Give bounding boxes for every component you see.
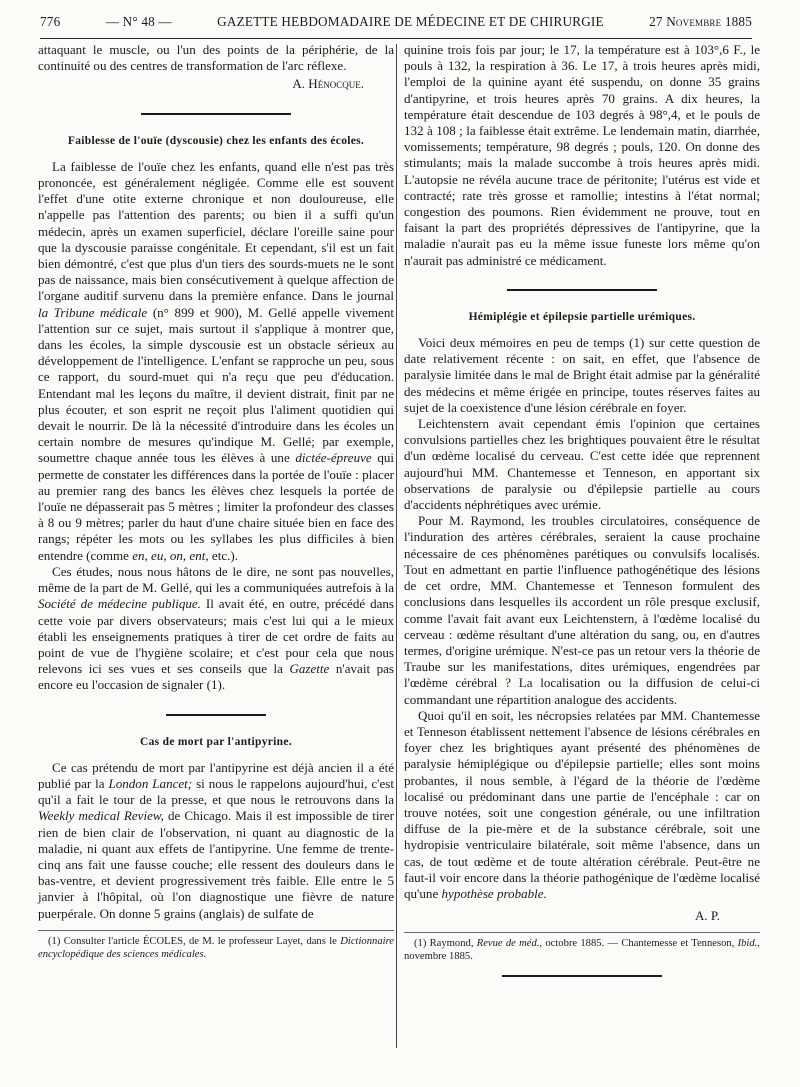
article-hemiplegie-paragraph: Quoi qu'il en soit, les nécropsies relatées par MM. Chantemesse et Tenneson établissent nettement l'absence de lésions cérébrales en foyer chez les brightiques ayant présenté des phénomènes de paralysie hémiplégique ou d'épilepsie partielle; elles sont moins probantes, il nous semble, à l'égard de la théorie de l'œdème localisé ou prédominant dans une partie de l'encéphale : car on trouve notées, soit une congestion générale, ou une infiltration diffuse de la pie-mère et de la substance cérébrale, soit une hydropisie ventriculaire bilatérale, soit même l'absence, dans un cas, de tout œdème et de toute altération cérébrale. Peut-être ne faut-il voir encore dans la théorie pathogénique de l'œdème localisé qu'une hypothèse probable.	[404, 707, 760, 901]
footnote-dyscousie: (1) Consulter l'article ÉCOLES, de M. le professeur Layet, dans le Dictionnaire encyclopédique des sciences médicales.	[38, 930, 394, 961]
article-title-dyscousie: Faiblesse de l'ouïe (dyscousie) chez les enfants des écoles.	[67, 134, 365, 147]
page-number: 776	[40, 14, 61, 29]
left-column	[38, 42, 394, 961]
article-hemiplegie-paragraph: Leichtenstern avait cependant émis l'opinion que certaines convulsions partielles chez les brightiques pouvaient être le résultat d'un œdème localisé du cerveau. C'est cette idée que reprennent aujourd'hui MM. Chantemesse et Tenneson, en apportant six observations de paralysie ou d'épilepsie partielle au cours d'accidents néphrétiques avec urémie.	[404, 416, 760, 513]
article-title-antipyrine: Cas de mort par l'antipyrine.	[140, 735, 292, 748]
end-rule	[502, 975, 662, 977]
page-header	[40, 14, 752, 39]
section-divider	[141, 113, 291, 115]
column-divider	[396, 44, 397, 1048]
section-divider	[507, 289, 657, 291]
issue-number: — N° 48 —	[105, 14, 172, 29]
article-hemiplegie-paragraph: Pour M. Raymond, les troubles circulatoires, conséquence de l'induration des artères cérébrales, seraient la cause prochaine nécessaire de ces phénomènes parétiques ou convulsifs localisés. Tout en admettant en partie l'influence pathogénétique des lésions de cet ordre, MM. Chantemesse et Tenneson formulent des conclusions dans lesquelles ils accordent un rôle presque exclusif, comme l'avait fait avant eux Leichtenstern, à l'œdème localisé du cerveau : œdème résultant d'une altération du sang, ou, en d'autres termes, d'origine urémique. N'est-ce pas un retour vers la théorie de Traube sur les manifestations, dites urémiques, engendrées par l'œdème cérébral ? La localisation ou la diffusion de celui-ci commandant une répartition analogue des accidents.	[404, 513, 760, 707]
footnote-hemiplegie: (1) Raymond, Revue de méd., octobre 1885. — Chantemesse et Tenneson, Ibid., novembre 1885.	[404, 932, 760, 963]
article-hemiplegie-signature: A. P.	[694, 908, 720, 924]
section-divider	[166, 714, 266, 716]
article-title-hemiplegie: Hémiplégie et épilepsie partielle urémiques.	[468, 310, 696, 323]
issue-date: 27 Novembre 1885	[649, 14, 752, 29]
article-dyscousie-paragraph: La faiblesse de l'ouïe chez les enfants, quand elle n'est pas très prononcée, est généralement négligée. Comme elle est souvent l'effet d'une otite externe chronique et non douloureuse, elle n'appelle pas l'attention des parents; ou bien il a suffi qu'un médecin, après un examen superficiel, déclare l'oreille saine pour que la dyscousie paraisse congénitale. Et cependant, s'il est un fait bien démontré, c'est que plus d'un tiers des sourds-muets ne le sont pas de naissance, mais bien consécutivement à quelque affection de l'organe auditif survenu dans la première enfance. Dans le journal la Tribune médicale (n° 899 et 900), M. Gellé appelle vivement l'attention sur ce sujet, mais surtout il s'applique à montrer que, dans les écoles, la simple dyscousie est un obstacle sérieux au développement de l'intelligence. L'enfant se rapproche un peu, sous ce rapport, du sourd-muet qui n'a reçu que peu d'éducation. Entendant mal les leçons du maître, il devient distrait, finit par ne plus écouter, et son esprit ne reçoit plus l'aliment quotidien qui devait le nourrir. De là la nécessité d'introduire dans les écoles un certain nombre de mesures qu'indique M. Gellé; par exemple, soumettre chaque année tous les élèves à une dictée-épreuve qui permette de constater les différences dans la portée de l'ouïe : placer au premier rang des bancs les élèves chez lesquels la portée de l'ouïe ne dépasserait pas 5 mètres ; limiter la profondeur des classes à 8 ou 9 mètres; parler du haut d'une chaire située bien en face des rangs; répéter les mots ou les syllabes les plus difficiles à bien entendre (comme en, eu, on, ent, etc.).	[38, 158, 394, 563]
journal-title: GAZETTE HEBDOMADAIRE DE MÉDECINE ET DE CHIRURGIE	[217, 14, 604, 29]
article-antipyrine-paragraph: Ce cas prétendu de mort par l'antipyrine est déjà ancien il a été publié par la London Lancet; si nous le rappelons aujourd'hui, c'est qu'il a fait le tour de la presse, et que nous le retrouvons dans la Weekly medical Review, de Chicago. Mais il est impossible de tirer rien de bien clair de l'observation, ni quant au diagnostic de la maladie, ni quant aux effets de l'antipyrine. Une femme de trente-cinq ans fait une fausse couche; elle ressent des douleurs dans le bas-ventre, et devient progressivement très faible. Elle entre le 5 janvier à l'hôpital, où l'on diagnostique une fièvre de nature puerpérale. On donne 5 grains (anglais) de sulfate de	[38, 759, 395, 921]
intro-text: attaquant le muscle, ou l'un des points de la périphérie, de la continuité ou des centres de transformation de l'arc réflexe.	[38, 42, 394, 74]
intro-signature: A. Hénocque.	[292, 76, 364, 92]
article-dyscousie-paragraph: Ces études, nous nous hâtons de le dire, ne sont pas nouvelles, même de la part de M. Gellé, qui les a communiquées autrefois à la Société de médecine publique. Il avait été, en outre, précédé dans cette voie par divers observateurs; mais c'est lui qui a le mieux établi les enseignements pratiques à tirer de cet ordre de faits au point de vue de l'hygiène scolaire; et c'est pour cela que nous relevons ici ses vues et ses conseils que la Gazette n'avait pas encore eu l'occasion de signaler (1).	[38, 563, 395, 693]
article-hemiplegie-paragraph: Voici deux mémoires en peu de temps (1) sur cette question de date relativement récente : on sait, en effet, que l'absence de paralysie limitée dans le mal de Bright était admise par la généralité des médecins et même érigée en principe, toutes réserves faites au sujet de la coexistence d'une lésion cérébrale en foyer.	[404, 335, 760, 415]
right-column	[404, 42, 760, 977]
article-antipyrine-continued: quinine trois fois par jour; le 17, la température est à 103°,6 F., le pouls à 132, la respiration à 36. Le 17, à trois heures après midi, l'emploi de la quinine ayant été suspendu, on donne 35 grains d'antipyrine, et trois heures après 70 grains. A dix heures, la température était descendue de 103 degrés à 98°,4, et le pouls de 132 à 108 ; la faiblesse était extrême. Le lendemain matin, diarrhée, vomissements; température, 98 degrés ; pouls, 120. On donne des stimulants; mais la malade succombe à trois heures après midi. L'autopsie ne révéla aucune trace de péritonite; l'utérus est vide et contracté; rate très grosse et ramollie; intestins à l'état normal; congestion des poumons. Rien évidemment ne prouve, tout en faisant la part des propriétés dépressives de l'antipyrine, que la maladie n'aurait pas eu la même issue funeste lors même qu'on n'aurait pas administré ce médicament.	[404, 42, 760, 268]
